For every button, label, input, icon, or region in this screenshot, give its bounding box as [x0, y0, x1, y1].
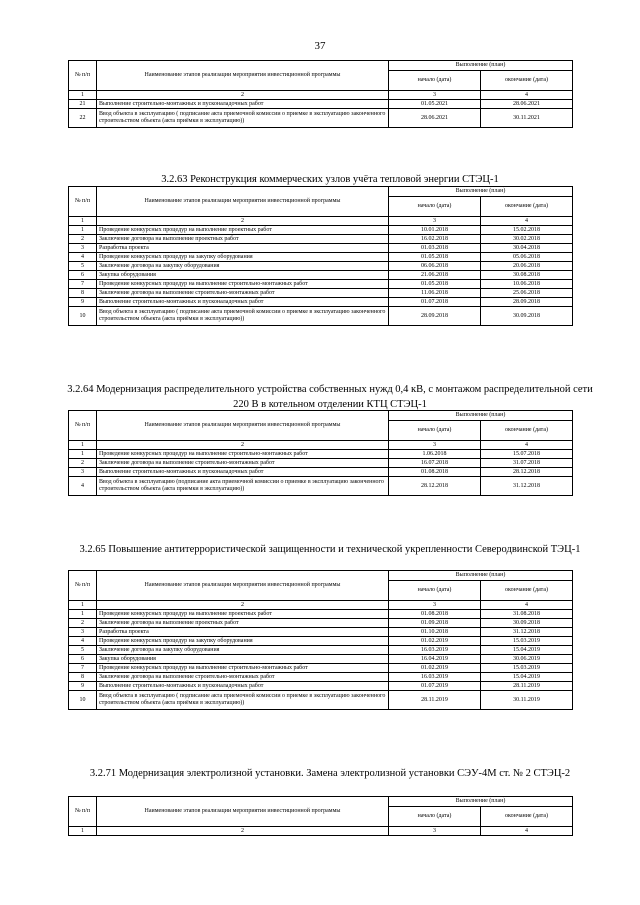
row-number: 1 — [69, 450, 97, 459]
header-execution: Выполнение (план) — [389, 571, 573, 581]
table-row — [69, 100, 573, 109]
row-number: 10 — [69, 691, 97, 710]
table-row — [69, 226, 573, 235]
header-num: № п/п — [69, 571, 97, 601]
row-stage-name: Выполнение строительно-монтажных и пусконаладочных работ — [97, 682, 389, 691]
row-number: 3 — [69, 468, 97, 477]
row-number: 6 — [69, 271, 97, 280]
table-row — [69, 235, 573, 244]
row-stage-name: Ввод объекта в эксплуатацию (подписание акта приемочной комиссии о приемке в эксплуатацию законченного строительством объекта (акта приемки в эксплуатацию)) — [97, 477, 389, 496]
header-col-2: 2 — [97, 827, 389, 836]
header-num: № п/п — [69, 797, 97, 827]
row-start-date: 01.02.2019 — [389, 664, 481, 673]
row-end-date: 15.04.2019 — [481, 673, 573, 682]
row-number: 1 — [69, 226, 97, 235]
row-end-date: 15.02.2018 — [481, 226, 573, 235]
row-end-date: 30.06.2019 — [481, 655, 573, 664]
row-number: 1 — [69, 610, 97, 619]
row-number: 4 — [69, 253, 97, 262]
row-number: 4 — [69, 477, 97, 496]
row-end-date: 30.08.2018 — [481, 271, 573, 280]
row-start-date: 01.07.2019 — [389, 682, 481, 691]
row-number: 2 — [69, 619, 97, 628]
row-stage-name: Заключение договора на закупку оборудования — [97, 262, 389, 271]
header-name: Наименование этапов реализации мероприятия инвестиционной программы — [97, 411, 389, 441]
row-start-date: 28.11.2019 — [389, 691, 481, 710]
header-col-3: 3 — [389, 601, 481, 610]
header-name: Наименование этапов реализации мероприятия инвестиционной программы — [97, 797, 389, 827]
row-start-date: 01.10.2018 — [389, 628, 481, 637]
table-row — [69, 468, 573, 477]
header-start: начало (дата) — [389, 71, 481, 91]
row-number: 5 — [69, 646, 97, 655]
row-start-date: 10.01.2018 — [389, 226, 481, 235]
row-start-date: 16.02.2018 — [389, 235, 481, 244]
header-execution: Выполнение (план) — [389, 61, 573, 71]
header-name: Наименование этапов реализации мероприятия инвестиционной программы — [97, 187, 389, 217]
row-number: 4 — [69, 637, 97, 646]
table-row — [69, 450, 573, 459]
plan-table-continued — [68, 60, 573, 128]
row-stage-name: Ввод объекта в эксплуатацию ( подписание акта приемочной комиссии о приемке в эксплуатацию законченного строительством объекта (акта приёмки в эксплуатацию)) — [97, 691, 389, 710]
row-start-date: 01.03.2018 — [389, 244, 481, 253]
header-col-1: 1 — [69, 91, 97, 100]
row-end-date: 10.06.2018 — [481, 280, 573, 289]
row-start-date: 01.09.2018 — [389, 619, 481, 628]
table-row — [69, 655, 573, 664]
row-end-date: 05.06.2018 — [481, 253, 573, 262]
table-row — [69, 298, 573, 307]
row-end-date: 30.11.2019 — [481, 691, 573, 710]
row-end-date: 28.12.2018 — [481, 468, 573, 477]
row-number: 2 — [69, 459, 97, 468]
row-end-date: 15.03.2019 — [481, 637, 573, 646]
row-start-date: 01.05.2021 — [389, 100, 481, 109]
row-end-date: 15.03.2019 — [481, 664, 573, 673]
table-row — [69, 610, 573, 619]
header-col-3: 3 — [389, 827, 481, 836]
row-start-date: 16.07.2018 — [389, 459, 481, 468]
row-stage-name: Выполнение строительно-монтажных и пусконаладочных работ — [97, 298, 389, 307]
row-end-date: 20.06.2018 — [481, 262, 573, 271]
row-number: 21 — [69, 100, 97, 109]
row-start-date: 1.06.2018 — [389, 450, 481, 459]
row-stage-name: Проведение конкурсных процедур на выполнение строительно-монтажных работ — [97, 664, 389, 673]
row-start-date: 16.03.2019 — [389, 673, 481, 682]
table-row — [69, 109, 573, 128]
header-name: Наименование этапов реализации мероприятия инвестиционной программы — [97, 571, 389, 601]
table-row — [69, 244, 573, 253]
header-start: начало (дата) — [389, 581, 481, 601]
row-stage-name: Заключение договора на выполнение строительно-монтажных работ — [97, 459, 389, 468]
header-col-3: 3 — [389, 217, 481, 226]
header-end: окончание (дата) — [481, 421, 573, 441]
header-col-4: 4 — [481, 827, 573, 836]
row-end-date: 30.04.2018 — [481, 244, 573, 253]
header-end: окончание (дата) — [481, 71, 573, 91]
header-col-3: 3 — [389, 441, 481, 450]
row-number: 6 — [69, 655, 97, 664]
header-end: окончание (дата) — [481, 581, 573, 601]
header-col-4: 4 — [481, 441, 573, 450]
header-col-2: 2 — [97, 217, 389, 226]
table-row — [69, 280, 573, 289]
row-start-date: 21.06.2018 — [389, 271, 481, 280]
table-row — [69, 271, 573, 280]
row-end-date: 15.04.2019 — [481, 646, 573, 655]
row-stage-name: Выполнение строительно-монтажных и пусконаладочных работ — [97, 100, 389, 109]
row-start-date: 01.07.2018 — [389, 298, 481, 307]
row-start-date: 28.12.2018 — [389, 477, 481, 496]
row-start-date: 16.03.2019 — [389, 646, 481, 655]
plan-table-3-2-71 — [68, 796, 573, 836]
row-end-date: 31.07.2018 — [481, 459, 573, 468]
row-stage-name: Заключение договора на выполнение проектных работ — [97, 619, 389, 628]
row-start-date: 28.09.2018 — [389, 307, 481, 326]
row-number: 10 — [69, 307, 97, 326]
row-stage-name: Ввод объекта в эксплуатацию ( подписание акта приемочной комиссии о приемке в эксплуатацию законченного строительством объекта (акта приёмки в эксплуатацию)) — [97, 109, 389, 128]
header-col-4: 4 — [481, 217, 573, 226]
plan-table-3-2-63 — [68, 186, 573, 326]
header-start: начало (дата) — [389, 421, 481, 441]
row-start-date: 01.08.2018 — [389, 468, 481, 477]
header-col-1: 1 — [69, 217, 97, 226]
row-number: 3 — [69, 244, 97, 253]
header-end: окончание (дата) — [481, 197, 573, 217]
header-col-4: 4 — [481, 91, 573, 100]
row-end-date: 28.11.2019 — [481, 682, 573, 691]
row-end-date: 31.12.2018 — [481, 477, 573, 496]
table-row — [69, 262, 573, 271]
row-number: 9 — [69, 298, 97, 307]
section-title-3-2-64: 3.2.64 Модернизация распределительного устройства собственных нужд 0,4 кВ, с монтажом распределительной сети 220 В в котельном отделении КТЦ СТЭЦ-1 — [67, 384, 593, 410]
table-row — [69, 619, 573, 628]
row-start-date: 01.08.2018 — [389, 610, 481, 619]
header-execution: Выполнение (план) — [389, 187, 573, 197]
table-row — [69, 477, 573, 496]
table-row — [69, 664, 573, 673]
header-col-3: 3 — [389, 91, 481, 100]
header-execution: Выполнение (план) — [389, 797, 573, 807]
row-stage-name: Проведение конкурсных процедур на выполнение проектных работ — [97, 610, 389, 619]
row-stage-name: Проведение конкурсных процедур на выполнение строительно-монтажных работ — [97, 280, 389, 289]
row-start-date: 11.06.2018 — [389, 289, 481, 298]
row-end-date: 15.07.2018 — [481, 450, 573, 459]
row-number: 9 — [69, 682, 97, 691]
header-num: № п/п — [69, 411, 97, 441]
table-row — [69, 637, 573, 646]
row-end-date: 25.06.2018 — [481, 289, 573, 298]
header-col-2: 2 — [97, 601, 389, 610]
row-start-date: 01.05.2018 — [389, 280, 481, 289]
row-number: 7 — [69, 280, 97, 289]
section-title-3-2-71: 3.2.71 Модернизация электролизной установки. Замена электролизной установки СЭУ-4М ст. № 2 СТЭЦ-2 — [89, 768, 571, 779]
header-col-2: 2 — [97, 441, 389, 450]
header-name: Наименование этапов реализации мероприятия инвестиционной программы — [97, 61, 389, 91]
page-number: 37 — [314, 40, 326, 52]
row-end-date: 31.12.2018 — [481, 628, 573, 637]
row-end-date: 30.02.2018 — [481, 235, 573, 244]
header-col-1: 1 — [69, 601, 97, 610]
row-stage-name: Проведение конкурсных процедур на закупку оборудования — [97, 637, 389, 646]
row-stage-name: Закупка оборудования — [97, 271, 389, 280]
header-end: окончание (дата) — [481, 807, 573, 827]
row-number: 8 — [69, 289, 97, 298]
header-start: начало (дата) — [389, 197, 481, 217]
header-col-1: 1 — [69, 441, 97, 450]
row-stage-name: Ввод объекта в эксплуатацию ( подписание акта приемочной комиссии о приемке в эксплуатацию законченного строительством объекта (акта приёмки в эксплуатацию)) — [97, 307, 389, 326]
table-row — [69, 682, 573, 691]
row-start-date: 28.06.2021 — [389, 109, 481, 128]
table-row — [69, 253, 573, 262]
row-number: 8 — [69, 673, 97, 682]
header-col-1: 1 — [69, 827, 97, 836]
row-stage-name: Закупка оборудования — [97, 655, 389, 664]
header-col-4: 4 — [481, 601, 573, 610]
table-row — [69, 691, 573, 710]
header-start: начало (дата) — [389, 807, 481, 827]
table-row — [69, 289, 573, 298]
row-number: 3 — [69, 628, 97, 637]
table-row — [69, 646, 573, 655]
table-row — [69, 307, 573, 326]
row-stage-name: Проведение конкурсных процедур на выполнение проектных работ — [97, 226, 389, 235]
row-stage-name: Проведение конкурсных процедур на закупку оборудования — [97, 253, 389, 262]
row-stage-name: Выполнение строительно-монтажных и пусконаладочных работ — [97, 468, 389, 477]
header-col-2: 2 — [97, 91, 389, 100]
row-stage-name: Разработка проекта — [97, 628, 389, 637]
plan-table-3-2-64 — [68, 410, 573, 496]
header-num: № п/п — [69, 61, 97, 91]
row-start-date: 01.02.2019 — [389, 637, 481, 646]
row-start-date: 06.06.2018 — [389, 262, 481, 271]
row-end-date: 30.09.2018 — [481, 307, 573, 326]
row-stage-name: Заключение договора на выполнение строительно-монтажных работ — [97, 673, 389, 682]
row-end-date: 30.09.2018 — [481, 619, 573, 628]
row-end-date: 28.06.2021 — [481, 100, 573, 109]
row-number: 5 — [69, 262, 97, 271]
row-end-date: 28.09.2018 — [481, 298, 573, 307]
row-stage-name: Проведение конкурсных процедур на выполнение строительно-монтажных работ — [97, 450, 389, 459]
row-stage-name: Заключение договора на закупку оборудования — [97, 646, 389, 655]
row-end-date: 30.11.2021 — [481, 109, 573, 128]
row-number: 2 — [69, 235, 97, 244]
row-end-date: 31.08.2018 — [481, 610, 573, 619]
row-stage-name: Разработка проекта — [97, 244, 389, 253]
row-number: 7 — [69, 664, 97, 673]
row-number: 22 — [69, 109, 97, 128]
row-stage-name: Заключение договора на выполнение проектных работ — [97, 235, 389, 244]
table-row — [69, 459, 573, 468]
row-start-date: 16.04.2019 — [389, 655, 481, 664]
header-num: № п/п — [69, 187, 97, 217]
row-stage-name: Заключение договора на выполнение строительно-монтажных работ — [97, 289, 389, 298]
row-start-date: 01.05.2018 — [389, 253, 481, 262]
table-row — [69, 673, 573, 682]
table-row — [69, 628, 573, 637]
plan-table-3-2-65 — [68, 570, 573, 710]
header-execution: Выполнение (план) — [389, 411, 573, 421]
section-title-3-2-63: 3.2.63 Реконструкция коммерческих узлов учёта тепловой энергии СТЭЦ-1 — [161, 174, 499, 185]
section-title-3-2-65: 3.2.65 Повышение антитеррористической защищенности и технической укрепленности Северодвинской ТЭЦ-1 — [79, 544, 581, 555]
